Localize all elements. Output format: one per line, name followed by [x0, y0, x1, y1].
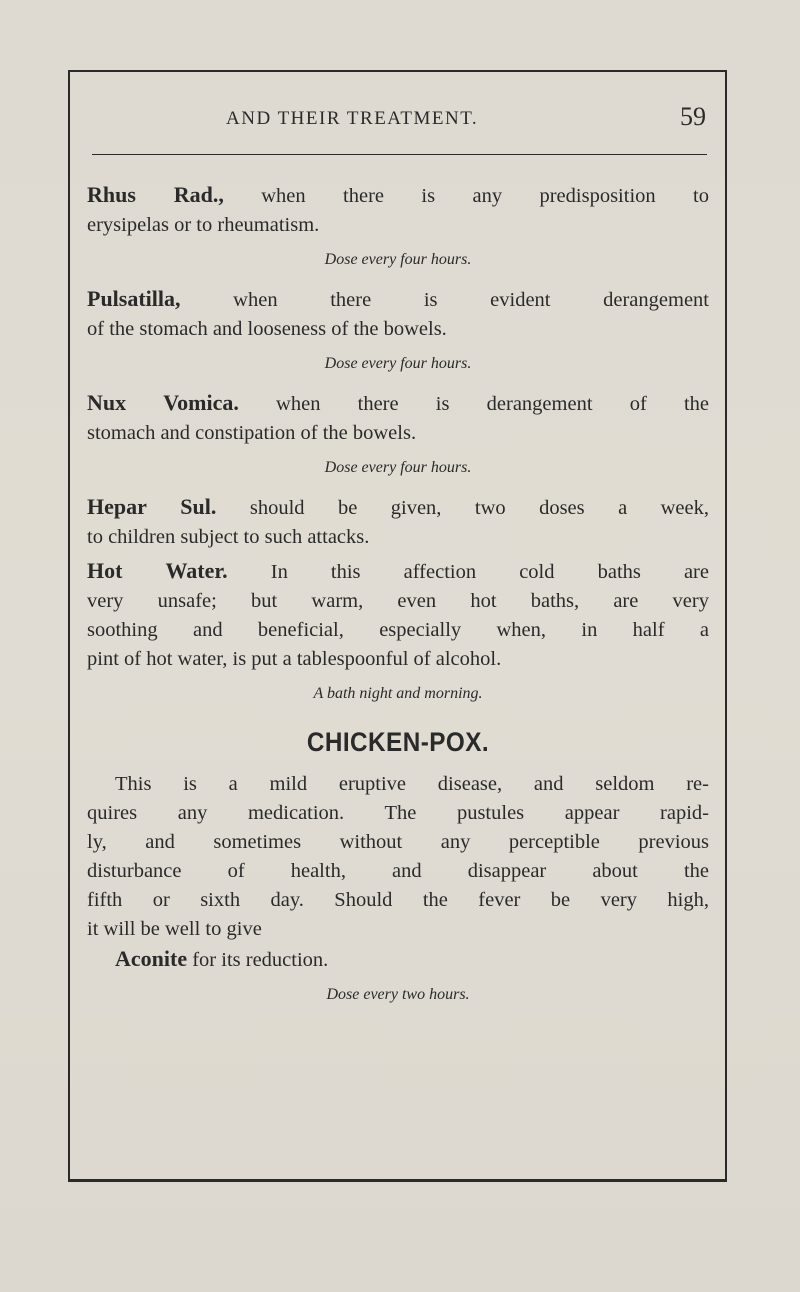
entry-pulsatilla: Pulsatilla, when there is evident derangement of the stomach and looseness of the bowels. — [87, 286, 709, 340]
header-rule — [92, 154, 707, 155]
page-content — [87, 180, 709, 1019]
dose-note: A bath night and morning. — [313, 685, 483, 702]
entry-hot-water: Hot Water. In this affection cold baths are very unsafe; but warm, even hot baths, are very soothing and beneficial, especially when, in half a pint of hot water, is put a tablespoonful of alcohol. — [87, 558, 709, 670]
remedy-name: Hot Water. — [87, 558, 228, 583]
section-heading: CHICKEN-POX. — [306, 727, 490, 757]
entry-hepar-sul: Hepar Sul. should be given, two doses a week, to children subject to such attacks. — [87, 494, 709, 548]
remedy-name: Nux Vomica. — [87, 390, 239, 415]
dose-note: Dose every two hours. — [326, 986, 470, 1003]
remedy-name: Aconite — [115, 946, 188, 971]
entry-nux-vomica: Nux Vomica. when there is derangement of the stomach and constipation of the bowels. — [87, 390, 710, 444]
dose-note: Dose every four hours. — [324, 355, 472, 372]
remedy-name: Pulsatilla, — [87, 286, 181, 311]
running-header — [150, 104, 710, 140]
page-number: 59 — [680, 102, 706, 131]
section-paragraph: This is a mild eruptive disease, and seldom re- quires any medication. The pustules appear rapid- ly, and sometimes without any perceptible previous disturbance of health, and disappear about the fifth or sixth day. Should the fever be very high, it will be well to give Aconite for its reduction. — [87, 773, 709, 971]
entry-rhus-rad: Rhus Rad., when there is any predisposition to erysipelas or to rheumatism. — [87, 182, 709, 236]
remedy-name: Hepar Sul. — [87, 494, 217, 519]
dose-note: Dose every four hours. — [324, 251, 472, 268]
frame-top-rule — [70, 70, 725, 72]
running-title: AND THEIR TREATMENT. — [226, 108, 479, 129]
dose-note: Dose every four hours. — [324, 459, 472, 476]
remedy-name: Rhus Rad., — [87, 182, 224, 207]
frame-bottom-rule — [70, 1179, 725, 1182]
